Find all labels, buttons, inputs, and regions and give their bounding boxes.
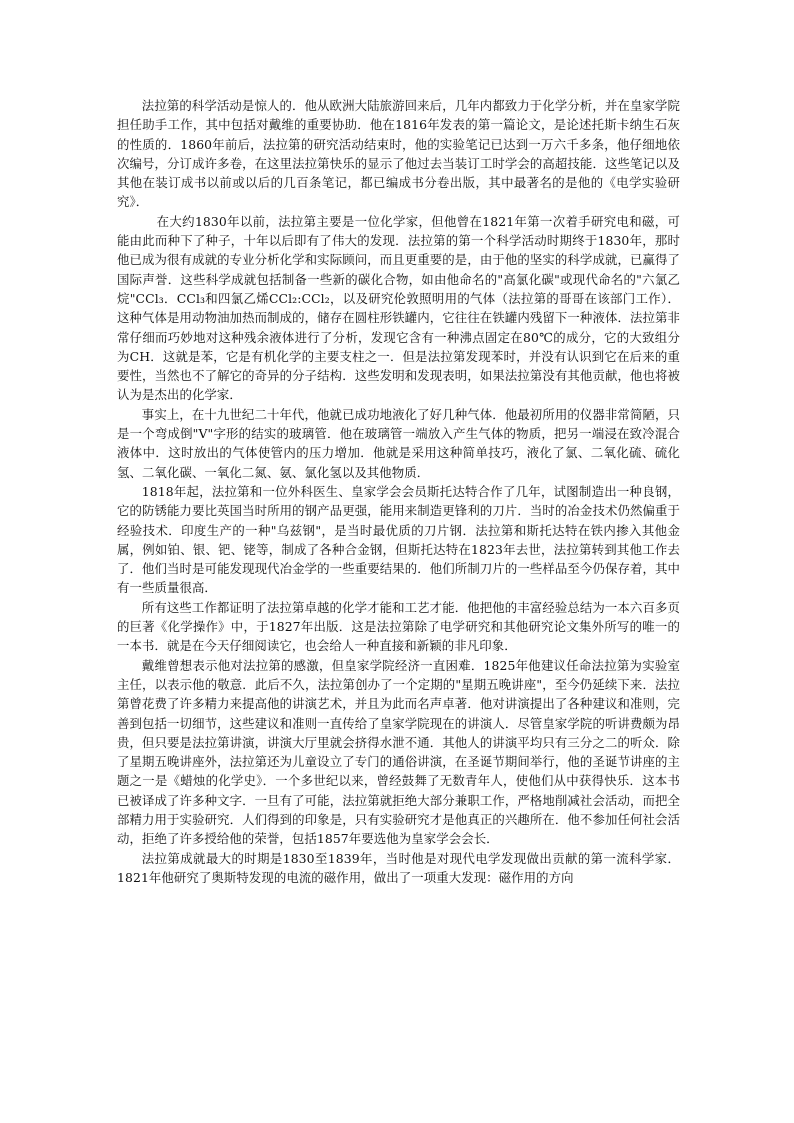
paragraph-3: 事实上，在十九世纪二十年代，他就已成功地液化了好几种气体．他最初所用的仪器非常简陋，只是一个弯成倒"V"字形的结实的玻璃管．他在玻璃管一端放入产生气体的物质，把另一端浸在致冷混合液体中．这时放出的气体使管内的压力增加．他就是采用这种简单技巧，液化了氯、二氧化硫、硫化氢、二氧化碳、一氧化二氮、氨、氯化氢以及其他物质． — [117, 406, 680, 480]
paragraph-5: 所有这些工作都证明了法拉第卓越的化学才能和工艺才能．他把他的丰富经验总结为一本六百多页的巨著《化学操作》中，于1827年出版．这是法拉第除了电学研究和其他研究论文集外所写的唯一的一本书．就是在今天仔细阅读它，也会给人一种直接和新颖的非凡印象． — [117, 599, 680, 654]
paragraph-2: 在大约1830年以前，法拉第主要是一位化学家，但他曾在1821年第一次着手研究电和磁，可能由此而种下了种子，十年以后即有了伟大的发现．法拉第的第一个科学活动时期终于1830年，那时他已成为很有成就的专业分析化学和实际顾问，而且更重要的是，由于他的坚实的科学成就，已赢得了国际声誉．这些科学成就包括制备一些新的碳化合物，如由他命名的"高氯化碳"或现代命名的"六氯乙烷"CCl₃．CCl₃和四氯乙烯CCl₂:CCl₂，以及研究伦敦照明用的气体（法拉第的哥哥在该部门工作）．这种气体是用动物油加热而制成的，储存在圆柱形铁罐内，它往往在铁罐内残留下一种液体．法拉第非常仔细而巧妙地对这种残余液体进行了分析，发现它含有一种沸点固定在80℃的成分，它的大致组分为CH．这就是苯，它是有机化学的主要支柱之一．但是法拉第发现苯时，并没有认识到它在后来的重要性，当然也不了解它的奇异的分子结构．这些发明和发现表明，如果法拉第没有其他贡献，他也将被认为是杰出的化学家． — [117, 213, 680, 403]
paragraph-6: 戴维曾想表示他对法拉第的感激，但皇家学院经济一直困难．1825年他建议任命法拉第为实验室主任，以表示他的敬意．此后不久，法拉第创办了一个定期的"星期五晚讲座"，至今仍延续下来．法拉第曾花费了许多精力来提高他的讲演艺术，并且为此而名声卓著．他对讲演提出了各种建议和准则，完善到包括一切细节，这些建议和准则一直传给了皇家学院现在的讲演人．尽管皇家学院的听讲费颇为昂贵，但只要是法拉第讲演，讲演大厅里就会挤得水泄不通．其他人的讲演平均只有三分之二的听众．除了星期五晚讲座外，法拉第还为儿童设立了专门的通俗讲演，在圣诞节期间举行，他的圣诞节讲座的主题之一是《蜡烛的化学史》．一个多世纪以来，曾经鼓舞了无数青年人，使他们从中获得快乐．这本书已被译成了许多种文字．一旦有了可能，法拉第就拒绝大部分兼职工作，严格地削减社会活动，而把全部精力用于实验研究．人们得到的印象是，只有实验研究才是他真正的兴趣所在．他不参加任何社会活动，拒绝了许多授给他的荣誉，包括1857年要选他为皇家学会会长． — [117, 657, 680, 847]
paragraph-7: 法拉第成就最大的时期是1830至1839年，当时他是对现代电学发现做出贡献的第一流科学家．1821年他研究了奥斯特发现的电流的磁作用，做出了一项重大发现：磁作用的方向 — [117, 850, 680, 885]
paragraph-4: 1818年起，法拉第和一位外科医生、皇家学会会员斯托达特合作了几年，试图制造出一种良钢，它的防锈能力要比英国当时所用的钢产品更强，能用来制造更锋利的刀片．当时的冶金技术仍然偏重于经验技术．印度生产的一种"乌兹钢"，是当时最优质的刀片钢．法拉第和斯托达特在铁内掺入其他金属，例如铂、银、钯、铑等，制成了各种合金钢，但斯托达特在1823年去世，法拉第转到其他工作去了．他们当时是可能发现现代冶金学的一些重要结果的．他们所制刀片的一些样品至今仍保存着，其中有一些质量很高． — [117, 483, 680, 596]
paragraph-1: 法拉第的科学活动是惊人的．他从欧洲大陆旅游回来后，几年内都致力于化学分析，并在皇家学院担任助手工作，其中包括对戴维的重要协助．他在1816年发表的第一篇论文，是论述托斯卡纳生石灰的性质的．1860年前后，法拉第的研究活动结束时，他的实验笔记已达到一万六千多条，他仔细地依次编号，分订成许多卷，在这里法拉第快乐的显示了他过去当装订工时学会的高超技能．这些笔记以及其他在装订成书以前或以后的几百条笔记，都已编成书分卷出版，其中最著名的是他的《电学实验研究》． — [117, 98, 680, 210]
document-body — [117, 96, 680, 887]
